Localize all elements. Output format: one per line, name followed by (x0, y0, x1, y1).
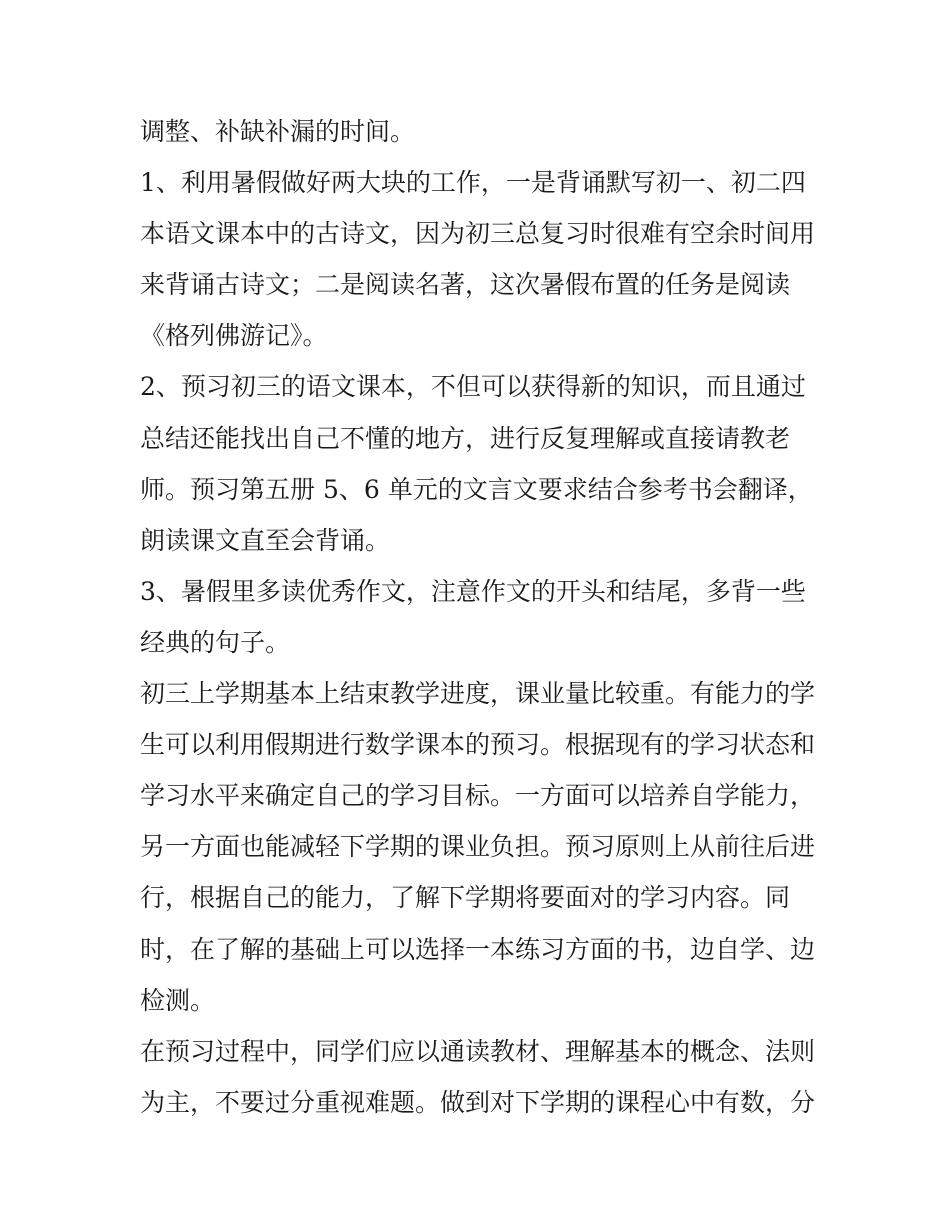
text-line: 2、预习初三的语文课本，不但可以获得新的知识，而且通过 (140, 372, 806, 402)
text-line: 行，根据自己的能力，了解下学期将要面对的学习内容。同 (140, 883, 791, 913)
text-line: 调整、补缺补漏的时间。 (140, 117, 416, 146)
text-line: 另一方面也能减轻下学期的课业负担。预习原则上从前往后进 (140, 832, 816, 862)
text-line: 经典的句子。 (140, 627, 291, 657)
text-line: 《格列佛游记》。 (140, 321, 328, 351)
text-line: 朗读课文直至会背诵。 (140, 525, 391, 555)
text-line: 生可以利用假期进行数学课本的预习。根据现有的学习状态和 (140, 730, 816, 760)
text-line: 时，在了解的基础上可以选择一本练习方面的书，边自学、边 (140, 934, 816, 964)
document-body (140, 106, 820, 1128)
text-line: 本语文课本中的古诗文，因为初三总复习时很难有空余时间用 (140, 219, 816, 249)
text-line: 检测。 (140, 985, 216, 1015)
text-line: 1、利用暑假做好两大块的工作，一是背诵默写初一、初二四 (140, 168, 806, 198)
text-line: 来背诵古诗文；二是阅读名著，这次暑假布置的任务是阅读 (140, 270, 791, 300)
text-line: 为主，不要过分重视难题。做到对下学期的课程心中有数，分 (140, 1087, 816, 1117)
text-line: 总结还能找出自己不懂的地方，进行反复理解或直接请教老 (140, 423, 791, 453)
text-line: 师。预习第五册 5、6 单元的文言文要求结合参考书会翻译， (140, 474, 813, 504)
text-line: 在预习过程中，同学们应以通读教材、理解基本的概念、法则 (140, 1036, 816, 1066)
text-line: 初三上学期基本上结束教学进度，课业量比较重。有能力的学 (140, 679, 816, 709)
text-line: 学习水平来确定自己的学习目标。一方面可以培养自学能力， (140, 781, 816, 811)
text-line: 3、暑假里多读优秀作文，注意作文的开头和结尾，多背一些 (140, 576, 806, 606)
